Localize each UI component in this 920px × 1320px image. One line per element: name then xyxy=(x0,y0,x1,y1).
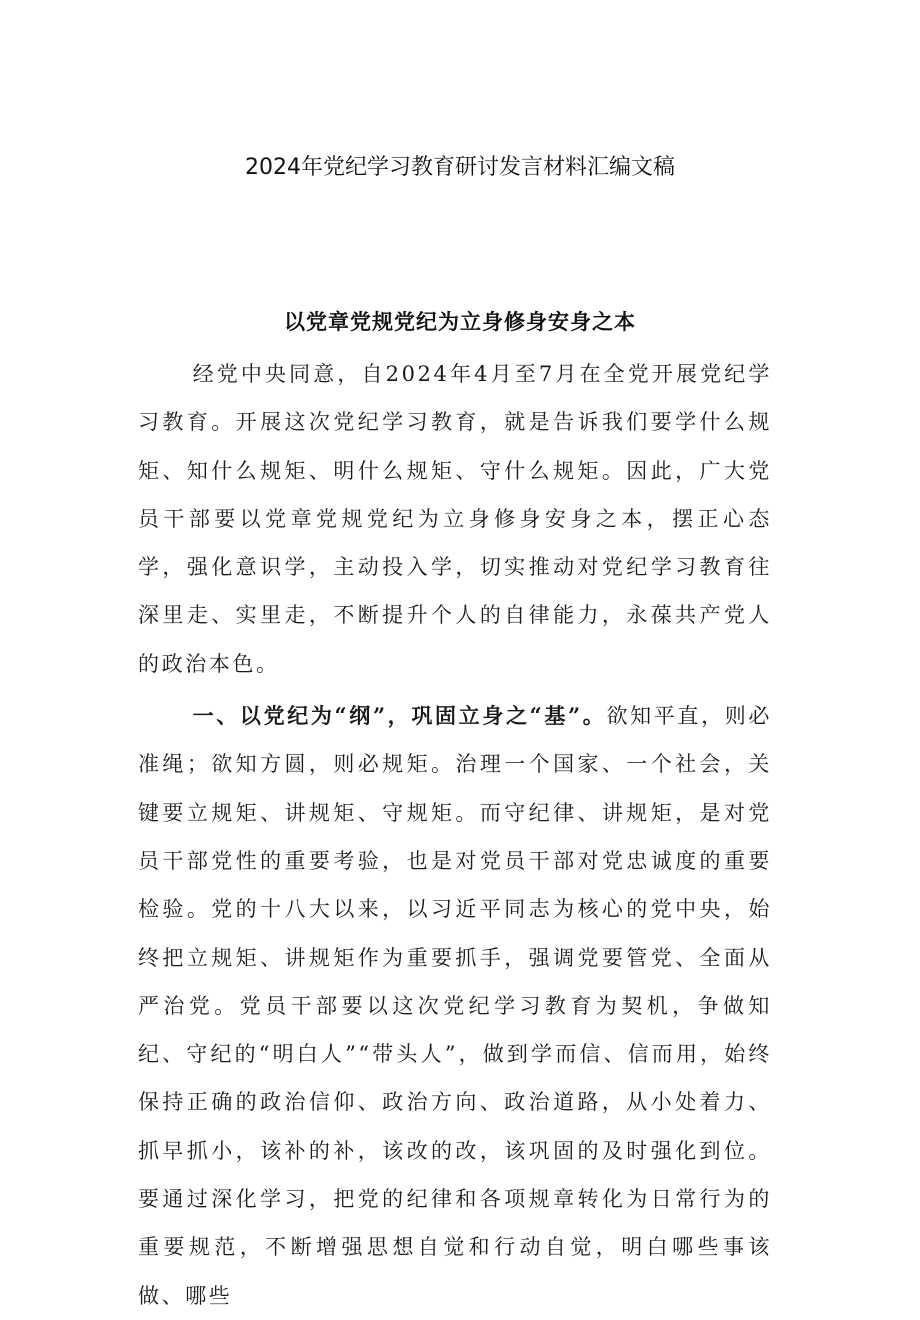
paragraph-heading: 一、以党纪为“纲”，巩固立身之“基”。 xyxy=(192,703,607,729)
document-body xyxy=(138,350,772,1320)
paragraph-section-one xyxy=(138,692,772,1320)
document-title: 2024年党纪学习教育研讨发言材料汇编文稿 xyxy=(245,155,675,180)
paragraph-text: 欲知平直，则必准绳；欲知方圆，则必规矩。治理一个国家、一个社会，关键要立规矩、讲规矩、守规矩。而守纪律、讲规矩，是对党员干部党性的重要考验，也是对党员干部对党忠诚度的重要检验。党的十八大以来，以习近平同志为核心的党中央，始终把立规矩、讲规矩作为重要抓手，强调党要管党、全面从严治党。党员干部要以这次党纪学习教育为契机，争做知纪、守纪的“明白人”“带头人”，做到学而信、信而用，始终保持正确的政治信仰、政治方向、政治道路，从小处着力、抓早抓小，该补的补，该改的改，该巩固的及时强化到位。要通过深化学习，把党的纪律和各项规章转化为日常行为的重要规范，不断增强思想自觉和行动自觉，明白哪些事该做、哪些 xyxy=(138,704,772,1308)
paragraph-intro: 经党中央同意，自2024年4月至7月在全党开展党纪学习教育。开展这次党纪学习教育，就是告诉我们要学什么规矩、知什么规矩、明什么规矩、守什么规矩。因此，广大党员干部要以党章党规党纪为立身修身安身之本，摆正心态学，强化意识学，主动投入学，切实推动对党纪学习教育往深里走、实里走，不断提升个人的自律能力，永葆共产党人的政治本色。 xyxy=(138,362,772,676)
section-title: 以党章党规党纪为立身修身安身之本 xyxy=(284,309,636,334)
